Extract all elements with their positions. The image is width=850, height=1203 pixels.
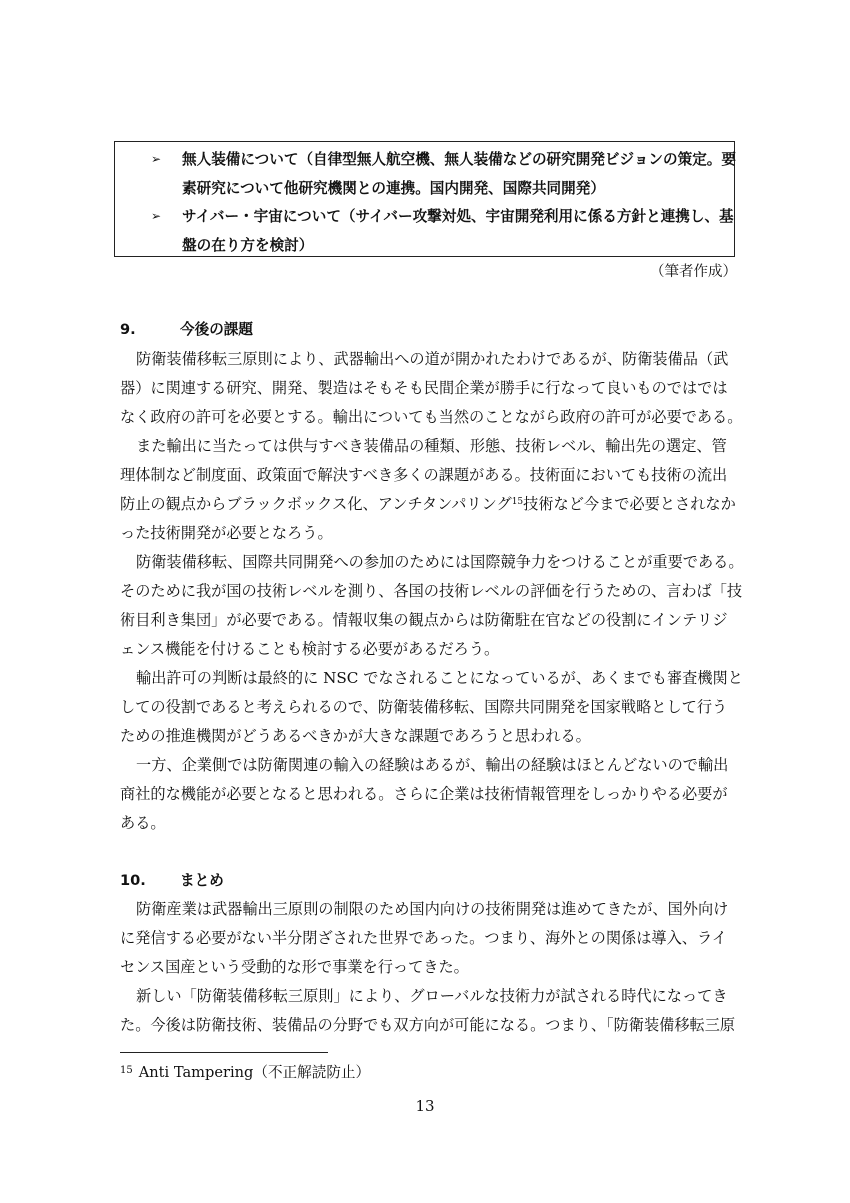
- paragraph-line: 輸出許可の判断は最終的に NSC でなされることになっているが、あくまでも審査機関と: [136, 669, 743, 687]
- arrow-bullet-icon: ➢: [151, 209, 162, 223]
- footnote-divider: [120, 1052, 328, 1053]
- page-number: 13: [415, 1097, 435, 1115]
- paragraph-line: センス国産という受動的な形で事業を行ってきた。: [120, 958, 469, 976]
- paragraph-line: [120, 493, 736, 514]
- paragraph-line: に発信する必要がない半分閉ざされた世界であった。つまり、海外との関係は導入、ライ: [120, 929, 727, 947]
- footnote: [120, 1061, 370, 1082]
- section-number: 9.: [120, 321, 136, 338]
- paragraph-line: 器）に関連する研究、開発、製造はそもそも民間企業が勝手に行なって良いものではでは: [120, 379, 728, 397]
- source-note: （筆者作成）: [650, 264, 737, 280]
- paragraph-line: ある。: [120, 814, 166, 832]
- paragraph-line: 一方、企業側では防衛関連の輸入の経験はあるが、輸出の経験はほとんどないので輸出: [136, 756, 729, 774]
- footnote-ref: 15: [511, 497, 524, 507]
- footnote-marker: 15: [120, 1065, 133, 1076]
- section-title: 今後の課題: [180, 321, 253, 338]
- section-number: 10.: [120, 872, 146, 889]
- section-heading-9: [120, 318, 253, 339]
- box-item-line: 無人装備について（自律型無人航空機、無人装備などの研究開発ビジョンの策定。要: [182, 151, 736, 168]
- paragraph-line: ための推進機関がどうあるべきかが大きな課題であろうと思われる。: [120, 727, 591, 745]
- paragraph-line: 新しい「防衛装備移転三原則」により、グローバルな技術力が試される時代になってき: [136, 987, 728, 1005]
- section-heading-10: [120, 869, 224, 890]
- paragraph-line: そのために我が国の技術レベルを測り、各国の技術レベルの評価を行うための、言わば「技: [120, 582, 743, 600]
- paragraph-line: 防衛装備移転三原則により、武器輸出への道が開かれたわけであるが、防衛装備品（武: [136, 350, 729, 368]
- line-segment: 防止の観点からブラックボックス化、アンチタンパリング: [120, 495, 512, 513]
- paragraph-line: った技術開発が必要となろう。: [120, 524, 333, 542]
- paragraph-line: しての役割であると考えられるので、防衛装備移転、国際共同開発を国家戦略として行う: [120, 698, 728, 716]
- paragraph-line: 防衛装備移転、国際共同開発への参加のためには国際競争力をつけることが重要である。: [136, 553, 744, 571]
- section-title: まとめ: [180, 872, 224, 889]
- arrow-bullet-icon: ➢: [151, 152, 162, 166]
- paragraph-line: 理体制など制度面、政策面で解決すべき多くの課題がある。技術面においても技術の流出: [120, 466, 728, 484]
- line-segment: 技術など今まで必要とされなか: [523, 495, 736, 513]
- paragraph-line: 商社的な機能が必要となると思われる。さらに企業は技術情報管理をしっかりやる必要が: [120, 785, 728, 803]
- paragraph-line: 防衛産業は武器輸出三原則の制限のため国内向けの技術開発は進めてきたが、国外向け: [136, 900, 729, 918]
- box-item-line: 素研究について他研究機関との連携。国内開発、国際共同開発）: [182, 180, 605, 197]
- box-item-line: サイバー・宇宙について（サイバー攻撃対処、宇宙開発利用に係る方針と連携し、基: [182, 208, 734, 225]
- paragraph-line: また輸出に当たっては供与すべき装備品の種類、形態、技術レベル、輸出先の選定、管: [136, 437, 727, 455]
- box-item-line: 盤の在り方を検討）: [182, 237, 314, 254]
- summary-box: [114, 141, 735, 257]
- paragraph-line: た。今後は防衛技術、装備品の分野でも双方向が可能になる。つまり、「防衛装備移転三原: [120, 1016, 736, 1034]
- paragraph-line: 術目利き集団」が必要である。情報収集の観点からは防衛駐在官などの役割にインテリジ: [120, 611, 728, 629]
- footnote-text: Anti Tampering（不正解読防止）: [138, 1064, 371, 1081]
- paragraph-line: なく政府の許可を必要とする。輸出についても当然のことながら政府の許可が必要である。: [120, 408, 743, 426]
- paragraph-line: ェンス機能を付けることも検討する必要があるだろう。: [120, 640, 500, 658]
